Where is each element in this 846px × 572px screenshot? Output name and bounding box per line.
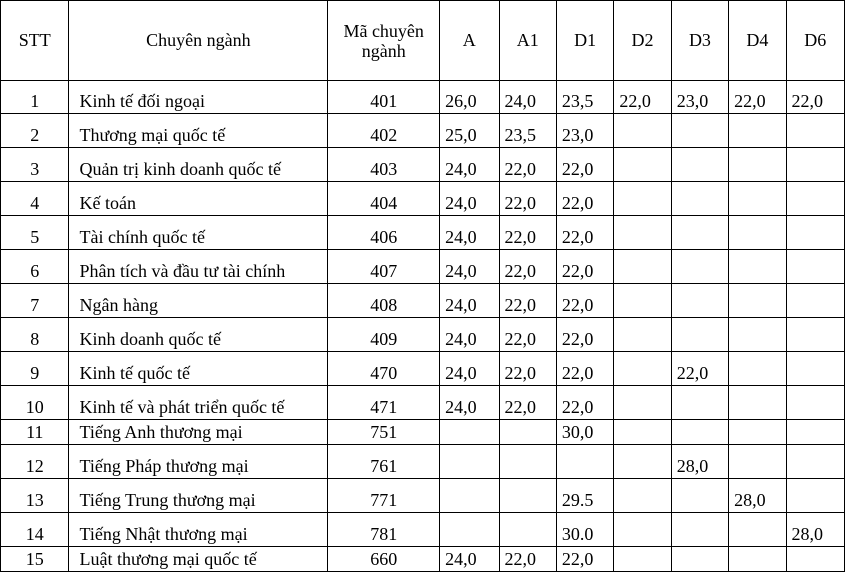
cell-score-d4 (729, 284, 786, 318)
cell-score-d2 (614, 352, 671, 386)
cell-score-d2 (614, 386, 671, 420)
cell-score-a1: 22,0 (499, 547, 556, 572)
cell-score-d1: 22,0 (556, 386, 613, 420)
cell-score-d4 (729, 182, 786, 216)
cell-code: 781 (328, 513, 440, 547)
table-row (1, 386, 845, 420)
cell-score-d6 (786, 352, 844, 386)
cell-code: 401 (328, 81, 440, 114)
cell-score-d6 (786, 479, 844, 513)
cell-score-d1: 22,0 (556, 318, 613, 352)
cell-major: Tiếng Pháp thương mại (69, 445, 328, 479)
header-major: Chuyên ngành (69, 1, 328, 81)
cell-score-a1: 22,0 (499, 250, 556, 284)
cell-major: Tiếng Trung thương mại (69, 479, 328, 513)
cell-stt: 6 (1, 250, 69, 284)
cell-score-d1: 22,0 (556, 182, 613, 216)
table-row (1, 513, 845, 547)
cell-score-d3 (671, 479, 728, 513)
header-d6: D6 (786, 1, 844, 81)
cell-major: Tiếng Anh thương mại (69, 420, 328, 445)
cell-code: 406 (328, 216, 440, 250)
cell-stt: 12 (1, 445, 69, 479)
table-row (1, 81, 845, 114)
cell-score-d2 (614, 216, 671, 250)
cell-score-a: 24,0 (440, 182, 499, 216)
cell-score-d6 (786, 114, 844, 148)
cell-score-d4 (729, 216, 786, 250)
header-d4: D4 (729, 1, 786, 81)
cell-score-d6 (786, 182, 844, 216)
cell-score-d4 (729, 352, 786, 386)
cell-stt: 11 (1, 420, 69, 445)
cell-score-d4 (729, 420, 786, 445)
cell-score-d4 (729, 318, 786, 352)
cell-code: 470 (328, 352, 440, 386)
cell-score-d4 (729, 547, 786, 572)
cell-major: Kinh tế đối ngoại (69, 81, 328, 114)
cell-code: 407 (328, 250, 440, 284)
header-d1: D1 (556, 1, 613, 81)
table-body (1, 81, 845, 572)
cell-score-a1 (499, 479, 556, 513)
cell-score-d4: 28,0 (729, 479, 786, 513)
cell-score-a: 24,0 (440, 318, 499, 352)
cell-major: Quản trị kinh doanh quốc tế (69, 148, 328, 182)
cell-score-a1: 22,0 (499, 352, 556, 386)
cell-score-a: 26,0 (440, 81, 499, 114)
table-row (1, 352, 845, 386)
cell-stt: 3 (1, 148, 69, 182)
cell-score-a (440, 513, 499, 547)
cell-score-d3 (671, 386, 728, 420)
cell-score-a1: 22,0 (499, 318, 556, 352)
header-d2: D2 (614, 1, 671, 81)
cell-score-a: 24,0 (440, 148, 499, 182)
cell-score-d6 (786, 148, 844, 182)
cell-score-d6 (786, 216, 844, 250)
cell-score-d4 (729, 148, 786, 182)
header-row (1, 1, 845, 81)
cell-score-d1 (556, 445, 613, 479)
cell-code: 404 (328, 182, 440, 216)
cell-score-d4 (729, 445, 786, 479)
cell-stt: 1 (1, 81, 69, 114)
header-a: A (440, 1, 499, 81)
cell-score-a: 24,0 (440, 352, 499, 386)
cell-score-d3 (671, 513, 728, 547)
table-row (1, 284, 845, 318)
cell-score-d2: 22,0 (614, 81, 671, 114)
cell-score-a (440, 420, 499, 445)
cell-score-d2 (614, 318, 671, 352)
cell-stt: 4 (1, 182, 69, 216)
cell-score-d1: 22,0 (556, 216, 613, 250)
cell-major: Phân tích và đầu tư tài chính (69, 250, 328, 284)
table-row (1, 250, 845, 284)
cell-score-d6 (786, 547, 844, 572)
cell-score-d3 (671, 547, 728, 572)
cell-major: Kinh tế quốc tế (69, 352, 328, 386)
cell-score-a1 (499, 420, 556, 445)
cell-score-d6 (786, 420, 844, 445)
table-row (1, 445, 845, 479)
cell-score-d6 (786, 250, 844, 284)
cell-score-d1: 22,0 (556, 352, 613, 386)
cell-stt: 10 (1, 386, 69, 420)
cell-stt: 13 (1, 479, 69, 513)
cell-score-a1: 23,5 (499, 114, 556, 148)
cell-major: Kinh doanh quốc tế (69, 318, 328, 352)
cell-score-d2 (614, 479, 671, 513)
cell-score-d1: 23,0 (556, 114, 613, 148)
cell-score-a1: 22,0 (499, 182, 556, 216)
cell-score-d3 (671, 250, 728, 284)
cell-score-a: 24,0 (440, 386, 499, 420)
cell-stt: 7 (1, 284, 69, 318)
cell-score-d3: 22,0 (671, 352, 728, 386)
cell-score-d1: 22,0 (556, 250, 613, 284)
cell-score-d4 (729, 250, 786, 284)
cell-score-d2 (614, 445, 671, 479)
cell-score-d3 (671, 182, 728, 216)
cell-code: 408 (328, 284, 440, 318)
cell-score-d6: 28,0 (786, 513, 844, 547)
cell-code: 761 (328, 445, 440, 479)
header-stt: STT (1, 1, 69, 81)
cell-score-d2 (614, 114, 671, 148)
cell-score-d3 (671, 284, 728, 318)
cell-score-a1: 22,0 (499, 148, 556, 182)
cell-score-d4: 22,0 (729, 81, 786, 114)
cell-major: Luật thương mại quốc tế (69, 547, 328, 572)
cell-score-d2 (614, 284, 671, 318)
cell-code: 402 (328, 114, 440, 148)
cell-score-d2 (614, 547, 671, 572)
cell-score-a (440, 479, 499, 513)
cell-major: Ngân hàng (69, 284, 328, 318)
cell-score-d1: 30.0 (556, 513, 613, 547)
cell-score-d4 (729, 513, 786, 547)
cell-score-a1: 22,0 (499, 386, 556, 420)
cell-score-a (440, 445, 499, 479)
cell-score-a1 (499, 513, 556, 547)
cell-score-d2 (614, 513, 671, 547)
header-code: Mã chuyên ngành (328, 1, 440, 81)
cell-score-d4 (729, 114, 786, 148)
header-a1: A1 (499, 1, 556, 81)
cell-stt: 9 (1, 352, 69, 386)
table-row (1, 114, 845, 148)
cell-score-d6 (786, 445, 844, 479)
cell-score-d3 (671, 420, 728, 445)
cell-score-d2 (614, 182, 671, 216)
cell-code: 403 (328, 148, 440, 182)
cell-score-d6 (786, 318, 844, 352)
cell-score-a1 (499, 445, 556, 479)
table-row (1, 216, 845, 250)
cell-score-d3 (671, 114, 728, 148)
cell-score-d1: 22,0 (556, 284, 613, 318)
cell-score-a1: 22,0 (499, 284, 556, 318)
table-row (1, 420, 845, 445)
table-row (1, 318, 845, 352)
cell-code: 660 (328, 547, 440, 572)
table-row (1, 479, 845, 513)
table-row (1, 182, 845, 216)
cell-score-d1: 29.5 (556, 479, 613, 513)
cell-score-d3 (671, 216, 728, 250)
cell-stt: 15 (1, 547, 69, 572)
cell-score-d1: 23,5 (556, 81, 613, 114)
cell-code: 771 (328, 479, 440, 513)
cell-score-a: 24,0 (440, 216, 499, 250)
cell-score-d6 (786, 284, 844, 318)
table-row (1, 547, 845, 572)
cell-major: Kế toán (69, 182, 328, 216)
cell-major: Tiếng Nhật thương mại (69, 513, 328, 547)
cell-score-a: 25,0 (440, 114, 499, 148)
cell-score-a: 24,0 (440, 284, 499, 318)
cell-stt: 2 (1, 114, 69, 148)
table-row (1, 148, 845, 182)
cell-score-d4 (729, 386, 786, 420)
cell-score-d3: 28,0 (671, 445, 728, 479)
cell-score-d2 (614, 148, 671, 182)
cell-score-d2 (614, 420, 671, 445)
cell-stt: 5 (1, 216, 69, 250)
cell-score-d3: 23,0 (671, 81, 728, 114)
cell-score-d2 (614, 250, 671, 284)
cell-stt: 8 (1, 318, 69, 352)
cell-major: Thương mại quốc tế (69, 114, 328, 148)
cell-score-d6: 22,0 (786, 81, 844, 114)
cell-score-d3 (671, 318, 728, 352)
cell-score-d1: 22,0 (556, 547, 613, 572)
header-d3: D3 (671, 1, 728, 81)
cell-score-d3 (671, 148, 728, 182)
cell-score-a1: 24,0 (499, 81, 556, 114)
cell-score-d1: 22,0 (556, 148, 613, 182)
cell-score-a: 24,0 (440, 250, 499, 284)
cell-score-d6 (786, 386, 844, 420)
cell-code: 751 (328, 420, 440, 445)
cell-score-d1: 30,0 (556, 420, 613, 445)
cell-code: 409 (328, 318, 440, 352)
cell-major: Kinh tế và phát triển quốc tế (69, 386, 328, 420)
cell-code: 471 (328, 386, 440, 420)
cell-score-a1: 22,0 (499, 216, 556, 250)
cell-major: Tài chính quốc tế (69, 216, 328, 250)
cell-stt: 14 (1, 513, 69, 547)
cell-score-a: 24,0 (440, 547, 499, 572)
